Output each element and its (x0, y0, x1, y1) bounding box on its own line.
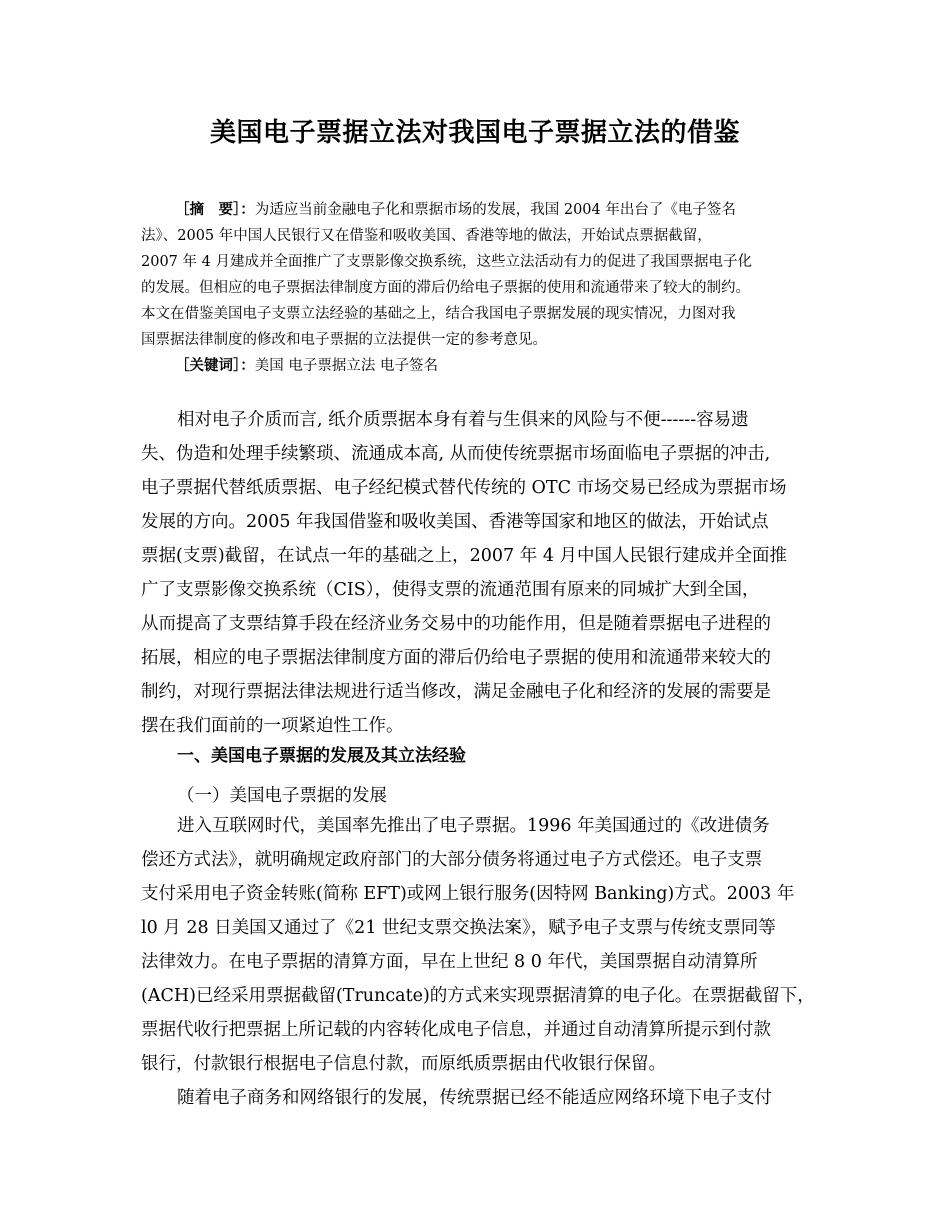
paragraph-line: 偿还方式法》，就明确规定政府部门的大部分债务将通过电子方式偿还。电子支票 (141, 850, 763, 870)
paragraph-line: 支付采用电子资金转账(简称 EFT)或网上银行服务(因特网 Banking)方式。2003 年 (141, 884, 795, 904)
abstract-label: ［摘 要］： (175, 202, 255, 218)
paragraph-line: 票据(支票)截留，在试点一年的基础之上，2007 年 4 月中国人民银行建成并全面推 (141, 546, 788, 566)
paragraph-line: 失、伪造和处理手续繁琐、流通成本高, 从而使传统票据市场面临电子票据的冲击, (141, 444, 771, 464)
paragraph-line: 摆在我们面前的一项紧迫性工作。 (141, 716, 404, 736)
paragraph-line: 制约，对现行票据法律法规进行适当修改，满足金融电子化和经济的发展的需要是 (141, 682, 771, 702)
abstract-line: 2007 年 4 月建成并全面推广了支票影像交换系统，这些立法活动有力的促进了我国票据电子化 (141, 254, 752, 270)
keywords-text: 美国 电子票据立法 电子签名 (254, 358, 438, 374)
keywords-label: ［关键词］： (175, 358, 255, 374)
subsection-heading: （一）美国电子票据的发展 (177, 786, 387, 806)
paragraph-line: 票据代收行把票据上所记载的内容转化成电子信息，并通过自动清算所提示到付款 (141, 1020, 771, 1040)
paragraph-line: 银行，付款银行根据电子信息付款，而原纸质票据由代收银行保留。 (141, 1054, 666, 1074)
abstract-line: 的发展。但相应的电子票据法律制度方面的滞后仍给电子票据的使用和流通带来了较大的制约。 (141, 280, 750, 296)
paragraph-line: 相对电子介质而言, 纸介质票据本身有着与生俱来的风险与不便------容易遗 (177, 410, 749, 430)
keywords-line (141, 353, 821, 379)
paragraph-line: (ACH)已经采用票据截留(Truncate)的方式来实现票据清算的电子化。在票据截留下， (141, 986, 815, 1006)
paragraph-line: 发展的方向。2005 年我国借鉴和吸收美国、香港等国家和地区的做法，开始试点 (141, 512, 769, 532)
paragraph-line: 进入互联网时代，美国率先推出了电子票据。1996 年美国通过的《改进债务 (177, 816, 770, 836)
paragraph-line: 随着电子商务和网络银行的发展，传统票据已经不能适应网络环境下电子支付 (177, 1088, 772, 1108)
paragraph-line: 广了支票影像交换系统（CIS），使得支票的流通范围有原来的同城扩大到全国， (141, 580, 760, 600)
paragraph-line: 从而提高了支票结算手段在经济业务交易中的功能作用，但是随着票据电子进程的 (141, 614, 771, 634)
paragraph-2 (141, 809, 821, 1115)
paragraph-line: 电子票据代替纸质票据、电子经纪模式替代传统的 OTC 市场交易已经成为票据市场 (141, 478, 787, 498)
paragraph-1 (141, 403, 821, 743)
abstract-line: 国票据法律制度的修改和电子票据的立法提供一定的参考意见。 (141, 332, 547, 348)
section-heading: 一、美国电子票据的发展及其立法经验 (177, 746, 466, 766)
abstract-line: 本文在借鉴美国电子支票立法经验的基础之上，结合我国电子票据发展的现实情况，力图对我 (141, 306, 736, 322)
abstract-line: 法》、2005 年中国人民银行又在借鉴和吸收美国、香港等地的做法，开始试点票据截留， (141, 228, 712, 244)
abstract (141, 197, 821, 379)
document-title: 美国电子票据立法对我国电子票据立法的借鉴 (209, 118, 740, 148)
paragraph-line: 法律效力。在电子票据的清算方面，早在上世纪 8 0 年代，美国票据自动清算所 (141, 952, 758, 972)
paragraph-line: l0 月 28 日美国又通过了《21 世纪支票交换法案》，赋予电子支票与传统支票同等 (141, 918, 776, 938)
abstract-line: ［摘 要］：为适应当前金融电子化和票据市场的发展，我国 2004 年出台了《电子签名 (175, 202, 736, 218)
paragraph-line: 拓展，相应的电子票据法律制度方面的滞后仍给电子票据的使用和流通带来较大的 (141, 648, 771, 668)
